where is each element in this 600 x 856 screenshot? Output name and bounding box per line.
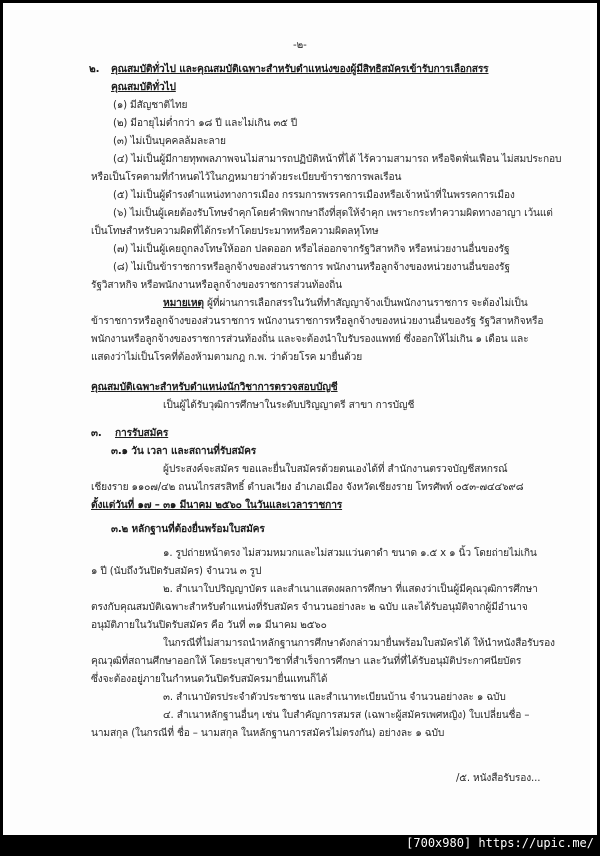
specific-qualifications-text: เป็นผู้ได้รับวุฒิการศึกษาในระดับปริญญาตรี สาขา การบัญชี (163, 400, 415, 411)
subsection-3-2-title: ๓.๒ หลักฐานที่ต้องยื่นพร้อมใบสมัคร (111, 524, 265, 535)
document-item: ๔. สำเนาหลักฐานอื่นๆ เช่น ใบสำคัญการสมรส (เฉพาะผู้สมัครเพศหญิง) ใบเปลี่ยนชื่อ – (163, 710, 530, 721)
qualification-item: (๔) ไม่เป็นผู้มีกายทุพพลภาพจนไม่สามารถปฏิบัติหน้าที่ได้ ไร้ความสามารถ หรือจิตฟั่นเฟือน ไม่สมประกอบ (113, 154, 562, 165)
note-label: หมายเหตุ (163, 298, 204, 309)
specific-qualifications-title: คุณสมบัติเฉพาะสำหรับตำแหน่งนักวิชาการตรวจสอบบัญชี (91, 382, 338, 393)
qualification-item: (๓) ไม่เป็นบุคคลล้มละลาย (113, 136, 226, 147)
watermark-link[interactable]: [700x980] https://upic.me/ (406, 836, 594, 850)
note (163, 297, 528, 311)
section3-number: ๓. (91, 428, 102, 439)
document-item-cont: ตรงกับคุณสมบัติเฉพาะสำหรับตำแหน่งที่รับสมัคร จำนวนอย่างละ ๒ ฉบับ และได้รับอนุมัติจากผู้มีอำนาจ (91, 602, 528, 613)
qualification-item-cont: เป็นโทษสำหรับความผิดที่ได้กระทำโดยประมาทหรือความผิดลหุโทษ (91, 226, 379, 237)
section3-heading: การรับสมัคร (115, 428, 169, 439)
page-number: -๒- (293, 40, 307, 51)
document-page (3, 3, 597, 835)
section2-heading: คุณสมบัติทั่วไป และคุณสมบัติเฉพาะสำหรับตำแหน่งของผู้มีสิทธิสมัครเข้ารับการเลือกสรร (111, 64, 489, 75)
general-qualifications-title: คุณสมบัติทั่วไป (111, 82, 176, 93)
document-item-cont: คุณวุฒิที่สถานศึกษาออกให้ โดยระบุสาขาวิชาที่สำเร็จการศึกษา และวันที่ที่ได้รับอนุมัติประกาศนียบัตร (91, 656, 522, 667)
note-text: ผู้ที่ผ่านการเลือกสรรในวันที่ทำสัญญาจ้างเป็นพนักงานราชการ จะต้องไม่เป็น (203, 298, 528, 309)
note-line: พนักงานหรือลูกจ้างของราชการส่วนท้องถิ่น และจะต้องนำใบรับรองแพทย์ ซึ่งออกให้ไม่เกิน ๑ เดือน และ (91, 334, 529, 345)
subsection-3-1-title: ๓.๑ วัน เวลา และสถานที่รับสมัคร (111, 446, 257, 457)
application-place-line: ผู้ประสงค์จะสมัคร ขอและยื่นใบสมัครด้วยตนเองได้ที่ สำนักงานตรวจบัญชีสหกรณ์ (163, 464, 508, 475)
document-item: ๓. สำเนาบัตรประจำตัวประชาชน และสำเนาทะเบียนบ้าน จำนวนอย่างละ ๑ ฉบับ (163, 692, 506, 703)
document-item-cont: นามสกุล (ในกรณีที่ ชื่อ – นามสกุล ในหลักฐานการสมัครไม่ตรงกัน) อย่างละ ๑ ฉบับ (91, 728, 445, 739)
qualification-item-cont: หรือเป็นโรคตามที่กำหนดไว้ในกฎหมายว่าด้วยระเบียบข้าราชการพลเรือน (91, 172, 402, 183)
application-dates: ตั้งแต่วันที่ ๑๗ – ๓๑ มีนาคม ๒๕๖๐ ในวันและเวลาราชการ (91, 500, 343, 511)
note-line: แสดงว่าไม่เป็นโรคที่ต้องห้ามตามกฎ ก.พ. ว่าด้วยโรค มายื่นด้วย (91, 352, 363, 363)
document-item: ๑. รูปถ่ายหน้าตรง ไม่สวมหมวกและไม่สวมแว่นตาดำ ขนาด ๑.๕ x ๑ นิ้ว โดยถ่ายไม่เกิน (163, 548, 537, 559)
qualification-item: (๘) ไม่เป็นข้าราชการหรือลูกจ้างของส่วนราชการ พนักงานหรือลูกจ้างของหน่วยงานอื่นของรัฐ (113, 262, 510, 273)
document-item: ๒. สำเนาใบปริญญาบัตร และสำเนาแสดงผลการศึกษา ที่แสดงว่าเป็นผู้มีคุณวุฒิการศึกษา (163, 584, 538, 595)
qualification-item: (๖) ไม่เป็นผู้เคยต้องรับโทษจำคุกโดยคำพิพากษาถึงที่สุดให้จำคุก เพราะกระทำความผิดทางอาญา เว้นแต่ (113, 208, 553, 219)
qualification-item-cont: รัฐวิสาหกิจ หรือพนักงานหรือลูกจ้างของราชการส่วนท้องถิ่น (91, 280, 342, 291)
qualification-item: (๗) ไม่เป็นผู้เคยถูกลงโทษให้ออก ปลดออก หรือไล่ออกจากรัฐวิสาหกิจ หรือหน่วยงานอื่นของรัฐ (113, 244, 510, 255)
continuation-note: /๕. หนังสือรับรอง... (456, 773, 541, 784)
document-item-cont: ซึ่งจะต้องอยู่ภายในกำหนดวันปิดรับสมัครมายื่นแทนก็ได้ (91, 674, 328, 685)
document-item-cont: ๑ ปี (นับถึงวันปิดรับสมัคร) จำนวน ๓ รูป (91, 566, 262, 577)
document-item: ในกรณีที่ไม่สามารถนำหลักฐานการศึกษาดังกล่าวมายื่นพร้อมใบสมัครได้ ให้นำหนังสือรับรอง (163, 638, 555, 649)
application-place-line: เชียงราย ๑๑๐๗/๔๒ ถนนไกรสรสิทธิ์ ตำบลเวียง อำเภอเมือง จังหวัดเชียงราย โทรศัพท์ ๐๕๓-๗๔๔๖๙๘ (91, 482, 524, 493)
qualification-item: (๑) มีสัญชาติไทย (113, 100, 188, 111)
qualification-item: (๕) ไม่เป็นผู้ดำรงตำแหน่งทางการเมือง กรรมการพรรคการเมืองหรือเจ้าหน้าที่ในพรรคการเมือง (113, 190, 515, 201)
section2-number: ๒. (89, 64, 100, 75)
note-line: ข้าราชการหรือลูกจ้างของส่วนราชการ พนักงานราชการหรือลูกจ้างของหน่วยงานอื่นของรัฐ รัฐวิสาหกิจหรือ (91, 316, 544, 327)
document-item-cont: อนุมัติภายในวันปิดรับสมัคร คือ วันที่ ๓๑ มีนาคม ๒๕๖๐ (91, 620, 327, 631)
qualification-item: (๒) มีอายุไม่ต่ำกว่า ๑๘ ปี และไม่เกิน ๓๕ ปี (113, 118, 298, 129)
